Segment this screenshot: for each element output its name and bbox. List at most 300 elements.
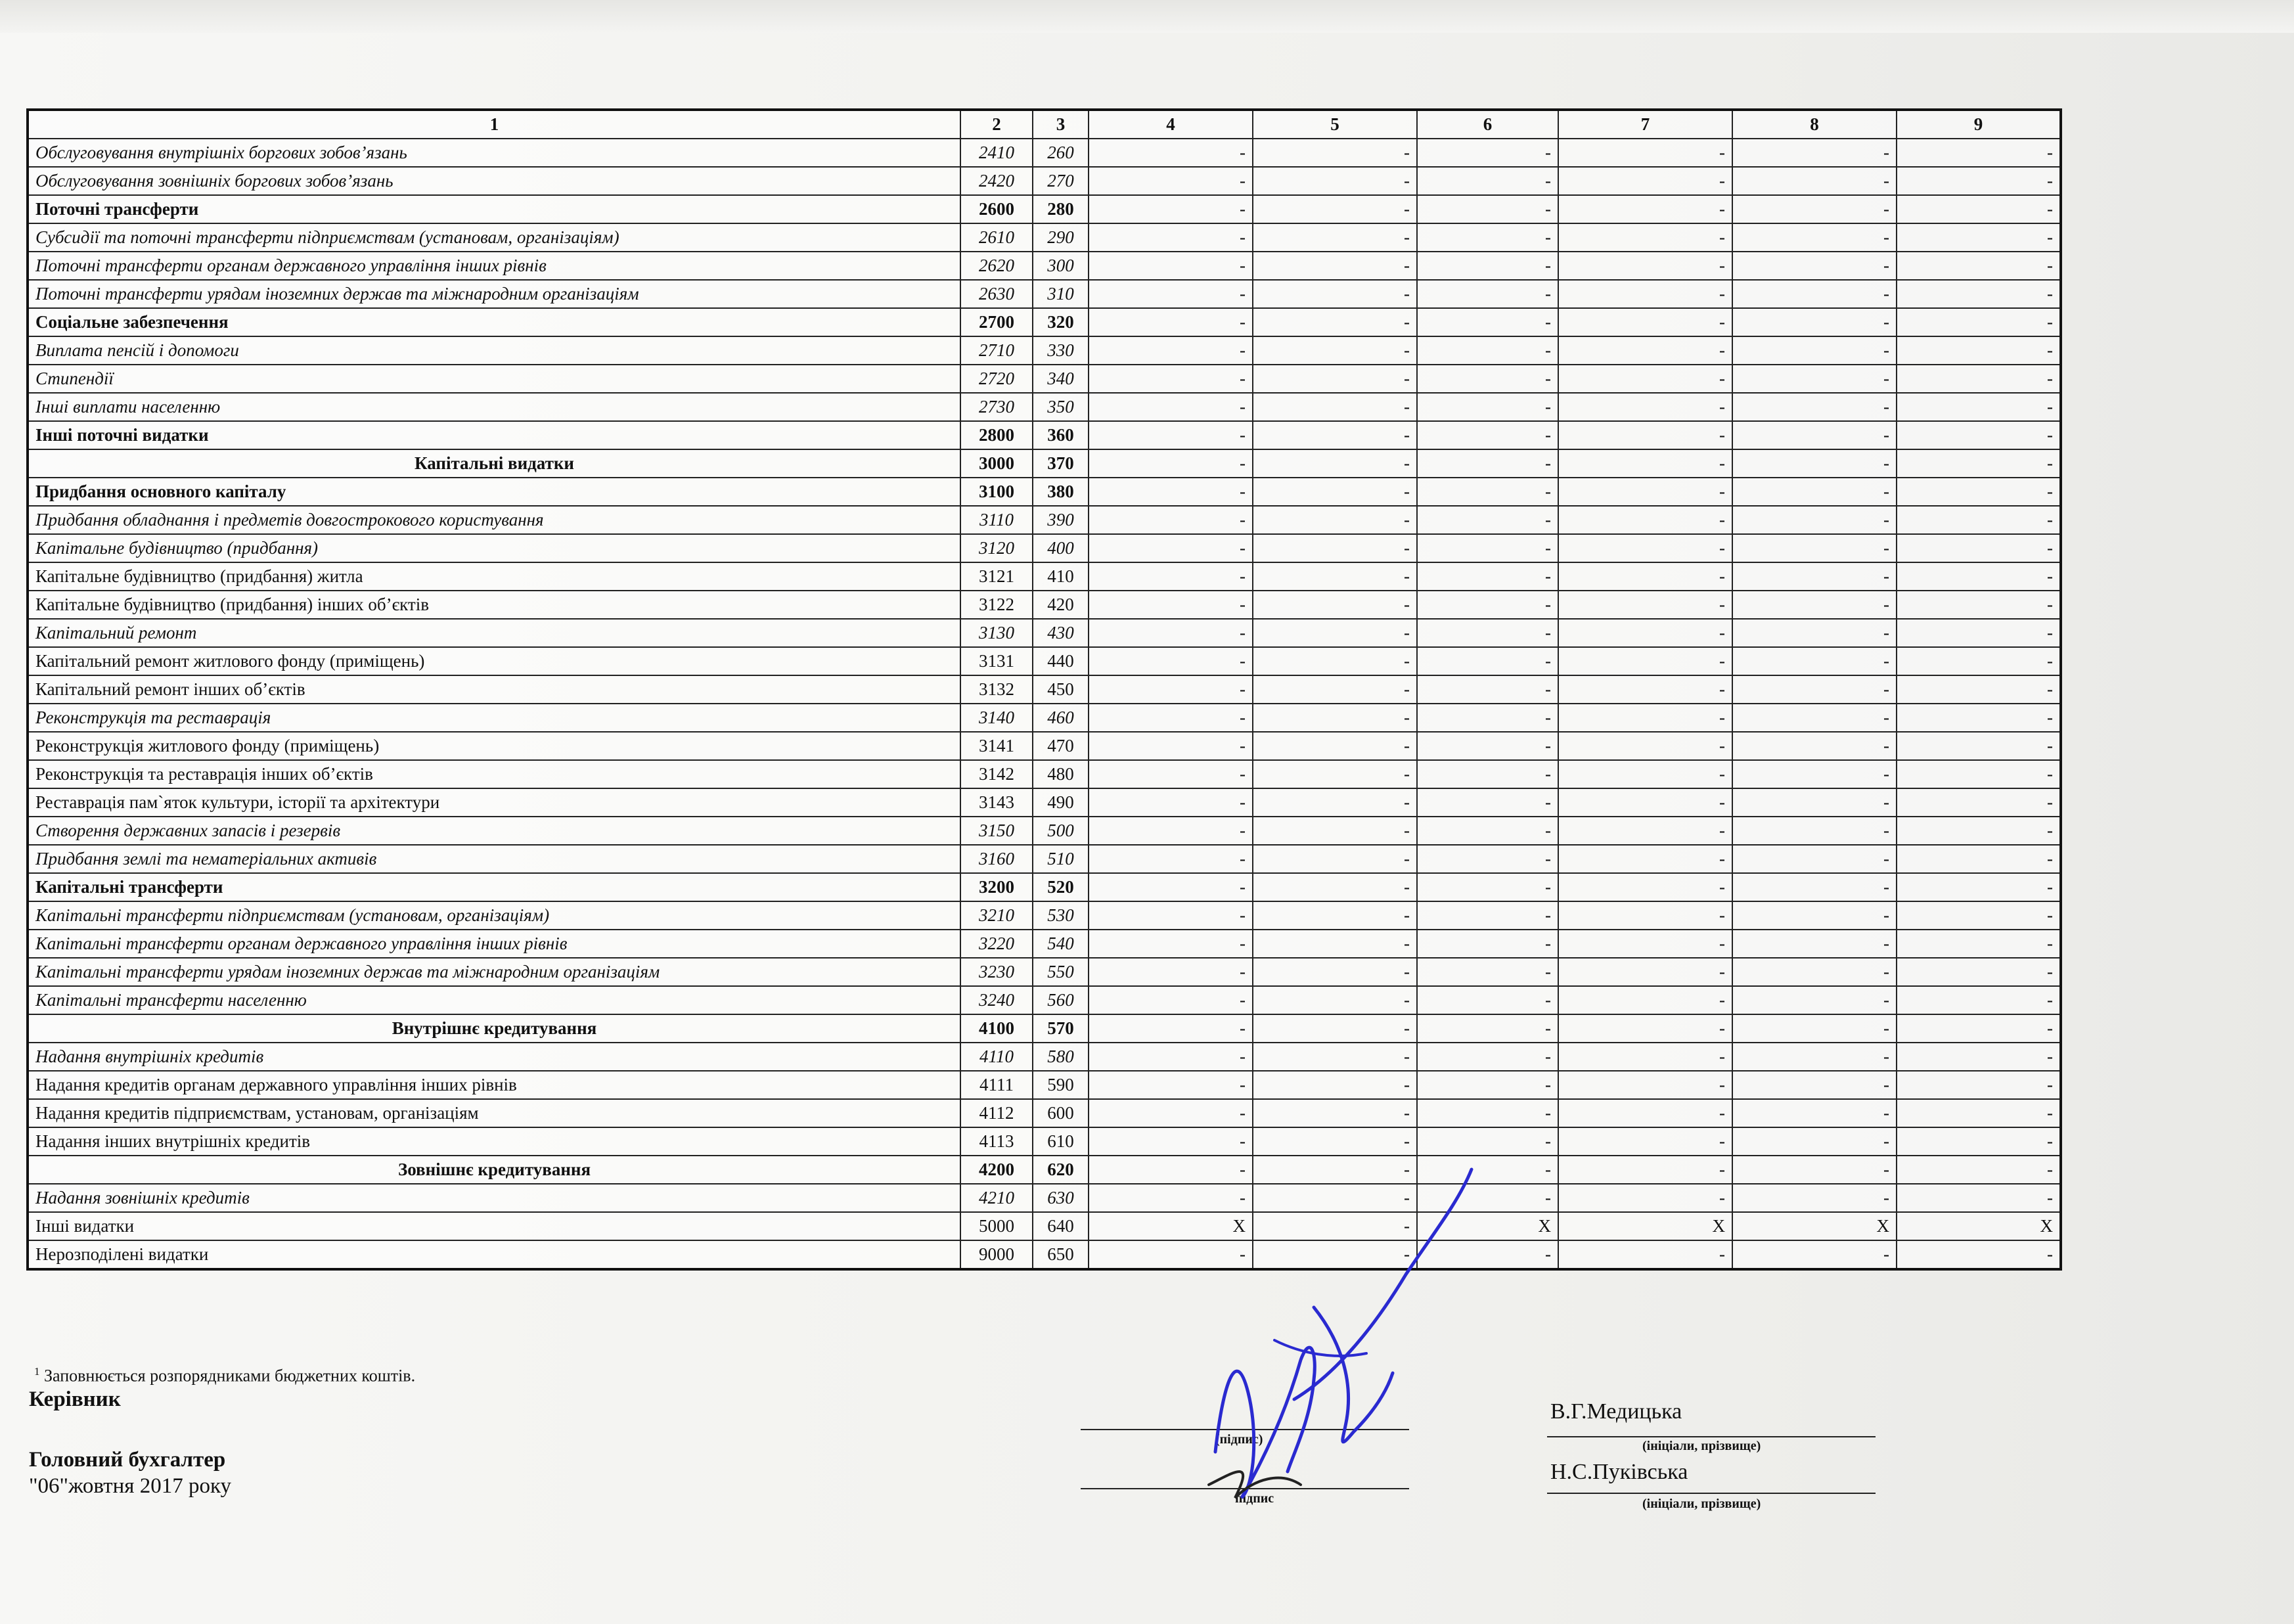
row-name: Надання кредитів органам державного управління інших рівнів: [28, 1071, 960, 1099]
value-cell: -: [1732, 421, 1897, 449]
value-cell: -: [1253, 223, 1417, 252]
value-cell: -: [1417, 675, 1558, 704]
accountant-name: Н.С.Пуківська: [1550, 1460, 1688, 1484]
head-label: Керівник: [29, 1387, 121, 1411]
table-row: [28, 1156, 2061, 1184]
table-row: [28, 1127, 2061, 1156]
value-cell: -: [1253, 732, 1417, 760]
value-cell: -: [1417, 591, 1558, 619]
value-cell: -: [1253, 1099, 1417, 1127]
value-cell: -: [1089, 704, 1253, 732]
value-cell: -: [1253, 1212, 1417, 1240]
value-cell: -: [1417, 195, 1558, 223]
value-cell: -: [1732, 1156, 1897, 1184]
value-cell: -: [1732, 704, 1897, 732]
value-cell: -: [1732, 478, 1897, 506]
row-number: 470: [1033, 732, 1089, 760]
row-name: Придбання обладнання і предметів довгострокового користування: [28, 506, 960, 534]
row-code: 4210: [960, 1184, 1033, 1212]
footnote: [34, 1365, 415, 1386]
row-number: 570: [1033, 1014, 1089, 1043]
value-cell: -: [1417, 336, 1558, 365]
row-code: 3240: [960, 986, 1033, 1014]
value-cell: -: [1558, 647, 1732, 675]
value-cell: -: [1897, 930, 2061, 958]
value-cell: -: [1417, 478, 1558, 506]
value-cell: -: [1253, 562, 1417, 591]
value-cell: -: [1732, 958, 1897, 986]
table-row: [28, 873, 2061, 901]
row-code: 3210: [960, 901, 1033, 930]
value-cell: -: [1089, 534, 1253, 562]
value-cell: -: [1732, 930, 1897, 958]
value-cell: -: [1897, 788, 2061, 817]
value-cell: -: [1732, 365, 1897, 393]
value-cell: -: [1558, 591, 1732, 619]
value-cell: -: [1089, 449, 1253, 478]
row-name: Капітальне будівництво (придбання): [28, 534, 960, 562]
row-name: Соціальне забезпечення: [28, 308, 960, 336]
accountant-label: Головний бухгалтер: [29, 1448, 226, 1472]
row-code: 4200: [960, 1156, 1033, 1184]
value-cell: -: [1089, 845, 1253, 873]
row-name: Капітальні трансферти населенню: [28, 986, 960, 1014]
value-cell: -: [1089, 393, 1253, 421]
value-cell: -: [1732, 845, 1897, 873]
row-number: 490: [1033, 788, 1089, 817]
value-cell: -: [1897, 732, 2061, 760]
value-cell: -: [1089, 647, 1253, 675]
accountant-signature-caption: підпис: [1235, 1491, 1274, 1506]
value-cell: -: [1253, 421, 1417, 449]
value-cell: -: [1253, 478, 1417, 506]
row-number: 550: [1033, 958, 1089, 986]
value-cell: -: [1558, 223, 1732, 252]
table-row: [28, 506, 2061, 534]
row-name: Реконструкція житлового фонду (приміщень): [28, 732, 960, 760]
head-signature-caption: (підпис): [1215, 1432, 1263, 1447]
table-row: [28, 901, 2061, 930]
value-cell: -: [1732, 760, 1897, 788]
value-cell: -: [1558, 675, 1732, 704]
value-cell: -: [1253, 760, 1417, 788]
value-cell: -: [1089, 562, 1253, 591]
row-number: 380: [1033, 478, 1089, 506]
row-name: Поточні трансферти органам державного управління інших рівнів: [28, 252, 960, 280]
row-name: Капітальний ремонт: [28, 619, 960, 647]
value-cell: -: [1253, 393, 1417, 421]
row-number: 450: [1033, 675, 1089, 704]
value-cell: -: [1732, 1043, 1897, 1071]
value-cell: -: [1732, 1099, 1897, 1127]
expenses-table: [26, 108, 2062, 1271]
value-cell: -: [1897, 845, 2061, 873]
table-row: [28, 675, 2061, 704]
value-cell: -: [1089, 788, 1253, 817]
value-cell: -: [1417, 421, 1558, 449]
value-cell: -: [1558, 1043, 1732, 1071]
value-cell: X: [1732, 1212, 1897, 1240]
row-code: 9000: [960, 1240, 1033, 1269]
value-cell: -: [1089, 421, 1253, 449]
row-name: Капітальний ремонт інших об’єктів: [28, 675, 960, 704]
expenses-table-container: [26, 108, 2059, 1271]
value-cell: -: [1558, 506, 1732, 534]
table-row: [28, 704, 2061, 732]
value-cell: -: [1897, 760, 2061, 788]
value-cell: -: [1558, 562, 1732, 591]
value-cell: -: [1089, 1071, 1253, 1099]
table-row: [28, 336, 2061, 365]
row-name: Надання зовнішніх кредитів: [28, 1184, 960, 1212]
value-cell: -: [1897, 393, 2061, 421]
value-cell: -: [1253, 308, 1417, 336]
value-cell: -: [1253, 930, 1417, 958]
table-row: [28, 1043, 2061, 1071]
value-cell: -: [1417, 930, 1558, 958]
row-code: 4111: [960, 1071, 1033, 1099]
value-cell: -: [1417, 449, 1558, 478]
value-cell: -: [1558, 873, 1732, 901]
value-cell: -: [1253, 336, 1417, 365]
value-cell: -: [1253, 986, 1417, 1014]
value-cell: -: [1732, 449, 1897, 478]
value-cell: -: [1732, 591, 1897, 619]
value-cell: -: [1253, 704, 1417, 732]
column-header: 2: [960, 110, 1033, 139]
value-cell: -: [1558, 704, 1732, 732]
row-code: 3131: [960, 647, 1033, 675]
row-code: 2720: [960, 365, 1033, 393]
value-cell: -: [1558, 817, 1732, 845]
value-cell: -: [1558, 1240, 1732, 1269]
value-cell: -: [1732, 562, 1897, 591]
table-row: [28, 1240, 2061, 1269]
value-cell: -: [1732, 1014, 1897, 1043]
table-row: [28, 845, 2061, 873]
row-name: Нерозподілені видатки: [28, 1240, 960, 1269]
row-name: Інші поточні видатки: [28, 421, 960, 449]
row-code: 2620: [960, 252, 1033, 280]
value-cell: -: [1417, 845, 1558, 873]
value-cell: -: [1253, 675, 1417, 704]
value-cell: -: [1732, 675, 1897, 704]
value-cell: -: [1417, 562, 1558, 591]
row-number: 510: [1033, 845, 1089, 873]
value-cell: -: [1732, 139, 1897, 167]
value-cell: -: [1417, 308, 1558, 336]
value-cell: -: [1089, 760, 1253, 788]
value-cell: -: [1417, 788, 1558, 817]
value-cell: -: [1558, 252, 1732, 280]
row-code: 2730: [960, 393, 1033, 421]
column-header: 7: [1558, 110, 1732, 139]
value-cell: -: [1253, 817, 1417, 845]
value-cell: -: [1897, 901, 2061, 930]
row-number: 540: [1033, 930, 1089, 958]
table-row: [28, 223, 2061, 252]
value-cell: -: [1089, 139, 1253, 167]
row-name: Придбання основного капіталу: [28, 478, 960, 506]
value-cell: -: [1732, 336, 1897, 365]
value-cell: -: [1558, 167, 1732, 195]
value-cell: -: [1558, 1071, 1732, 1099]
value-cell: -: [1417, 817, 1558, 845]
head-initials-caption: (ініціали, прізвище): [1642, 1439, 1761, 1453]
value-cell: -: [1253, 1014, 1417, 1043]
footnote-mark: 1: [34, 1365, 40, 1378]
value-cell: -: [1417, 704, 1558, 732]
value-cell: -: [1897, 647, 2061, 675]
value-cell: -: [1897, 506, 2061, 534]
value-cell: -: [1253, 506, 1417, 534]
value-cell: X: [1089, 1212, 1253, 1240]
value-cell: -: [1897, 1071, 2061, 1099]
table-row: [28, 534, 2061, 562]
value-cell: -: [1089, 873, 1253, 901]
value-cell: -: [1897, 1099, 2061, 1127]
value-cell: -: [1558, 478, 1732, 506]
value-cell: -: [1417, 1043, 1558, 1071]
column-header: 1: [28, 110, 960, 139]
table-row: [28, 421, 2061, 449]
row-number: 560: [1033, 986, 1089, 1014]
table-row: [28, 449, 2061, 478]
value-cell: -: [1732, 732, 1897, 760]
table-row: [28, 1099, 2061, 1127]
row-code: 2420: [960, 167, 1033, 195]
row-code: 4100: [960, 1014, 1033, 1043]
value-cell: -: [1732, 1184, 1897, 1212]
value-cell: -: [1558, 930, 1732, 958]
value-cell: -: [1897, 449, 2061, 478]
value-cell: -: [1732, 393, 1897, 421]
value-cell: -: [1897, 562, 2061, 591]
column-header: 4: [1089, 110, 1253, 139]
row-number: 520: [1033, 873, 1089, 901]
row-number: 590: [1033, 1071, 1089, 1099]
value-cell: -: [1089, 280, 1253, 308]
value-cell: -: [1089, 1240, 1253, 1269]
value-cell: -: [1253, 873, 1417, 901]
value-cell: -: [1732, 817, 1897, 845]
row-number: 530: [1033, 901, 1089, 930]
table-row: [28, 393, 2061, 421]
value-cell: -: [1897, 534, 2061, 562]
table-row: [28, 1184, 2061, 1212]
value-cell: -: [1558, 732, 1732, 760]
value-cell: -: [1253, 901, 1417, 930]
row-code: 4112: [960, 1099, 1033, 1127]
value-cell: -: [1089, 478, 1253, 506]
row-code: 3122: [960, 591, 1033, 619]
table-row: [28, 788, 2061, 817]
value-cell: -: [1089, 1014, 1253, 1043]
row-name: Обслуговування зовнішніх боргових зобов’язань: [28, 167, 960, 195]
row-name: Капітальні трансферти органам державного управління інших рівнів: [28, 930, 960, 958]
value-cell: -: [1558, 1184, 1732, 1212]
footnote-text: Заповнюється розпорядниками бюджетних коштів.: [39, 1366, 416, 1386]
row-number: 440: [1033, 647, 1089, 675]
row-code: 3150: [960, 817, 1033, 845]
value-cell: -: [1089, 1099, 1253, 1127]
row-name: Капітальні трансферти урядам іноземних держав та міжнародним організаціям: [28, 958, 960, 986]
value-cell: -: [1417, 534, 1558, 562]
row-code: 3160: [960, 845, 1033, 873]
value-cell: -: [1897, 986, 2061, 1014]
row-name: Капітальне будівництво (придбання) інших об’єктів: [28, 591, 960, 619]
value-cell: -: [1558, 1156, 1732, 1184]
row-name: Стипендії: [28, 365, 960, 393]
value-cell: -: [1089, 958, 1253, 986]
value-cell: -: [1253, 1184, 1417, 1212]
row-code: 3120: [960, 534, 1033, 562]
value-cell: -: [1417, 958, 1558, 986]
value-cell: -: [1732, 534, 1897, 562]
row-name: Зовнішнє кредитування: [28, 1156, 960, 1184]
value-cell: -: [1253, 1127, 1417, 1156]
value-cell: -: [1732, 506, 1897, 534]
value-cell: -: [1417, 506, 1558, 534]
value-cell: -: [1089, 930, 1253, 958]
value-cell: -: [1558, 986, 1732, 1014]
value-cell: -: [1253, 1156, 1417, 1184]
value-cell: -: [1897, 1240, 2061, 1269]
row-number: 320: [1033, 308, 1089, 336]
value-cell: -: [1558, 139, 1732, 167]
row-number: 420: [1033, 591, 1089, 619]
value-cell: -: [1558, 280, 1732, 308]
value-cell: -: [1089, 732, 1253, 760]
row-number: 600: [1033, 1099, 1089, 1127]
value-cell: -: [1089, 817, 1253, 845]
row-code: 3200: [960, 873, 1033, 901]
row-number: 300: [1033, 252, 1089, 280]
row-number: 310: [1033, 280, 1089, 308]
value-cell: -: [1897, 1014, 2061, 1043]
row-number: 460: [1033, 704, 1089, 732]
value-cell: -: [1417, 1127, 1558, 1156]
value-cell: -: [1417, 1071, 1558, 1099]
value-cell: -: [1897, 365, 2061, 393]
row-name: Надання внутрішніх кредитів: [28, 1043, 960, 1071]
row-number: 630: [1033, 1184, 1089, 1212]
row-name: Виплата пенсій і допомоги: [28, 336, 960, 365]
value-cell: -: [1417, 732, 1558, 760]
table-row: [28, 986, 2061, 1014]
value-cell: -: [1089, 336, 1253, 365]
table-row: [28, 760, 2061, 788]
value-cell: -: [1897, 252, 2061, 280]
row-number: 410: [1033, 562, 1089, 591]
row-code: 2710: [960, 336, 1033, 365]
table-row: [28, 732, 2061, 760]
row-name: Капітальні трансферти: [28, 873, 960, 901]
value-cell: X: [1558, 1212, 1732, 1240]
row-number: 580: [1033, 1043, 1089, 1071]
row-name: Створення державних запасів і резервів: [28, 817, 960, 845]
row-number: 610: [1033, 1127, 1089, 1156]
row-code: 3100: [960, 478, 1033, 506]
value-cell: -: [1417, 1184, 1558, 1212]
row-code: 3121: [960, 562, 1033, 591]
value-cell: -: [1897, 817, 2061, 845]
row-number: 430: [1033, 619, 1089, 647]
value-cell: -: [1089, 1184, 1253, 1212]
value-cell: -: [1253, 280, 1417, 308]
row-number: 340: [1033, 365, 1089, 393]
value-cell: -: [1089, 675, 1253, 704]
row-code: 2800: [960, 421, 1033, 449]
table-row: [28, 1014, 2061, 1043]
value-cell: -: [1417, 252, 1558, 280]
value-cell: -: [1558, 788, 1732, 817]
value-cell: -: [1089, 619, 1253, 647]
value-cell: -: [1558, 901, 1732, 930]
row-code: 3132: [960, 675, 1033, 704]
value-cell: -: [1417, 139, 1558, 167]
value-cell: -: [1732, 901, 1897, 930]
row-name: Інші виплати населенню: [28, 393, 960, 421]
column-header: 8: [1732, 110, 1897, 139]
row-number: 620: [1033, 1156, 1089, 1184]
value-cell: X: [1897, 1212, 2061, 1240]
row-name: Надання кредитів підприємствам, установам, організаціям: [28, 1099, 960, 1127]
row-number: 270: [1033, 167, 1089, 195]
value-cell: -: [1897, 958, 2061, 986]
value-cell: -: [1897, 873, 2061, 901]
value-cell: -: [1732, 986, 1897, 1014]
value-cell: -: [1897, 195, 2061, 223]
row-code: 3000: [960, 449, 1033, 478]
head-name: В.Г.Медицька: [1550, 1399, 1682, 1424]
row-name: Поточні трансферти: [28, 195, 960, 223]
row-number: 280: [1033, 195, 1089, 223]
row-number: 360: [1033, 421, 1089, 449]
value-cell: -: [1417, 986, 1558, 1014]
value-cell: -: [1558, 845, 1732, 873]
accountant-initials-caption: (ініціали, прізвище): [1642, 1497, 1761, 1511]
value-cell: -: [1558, 393, 1732, 421]
value-cell: -: [1558, 449, 1732, 478]
table-row: [28, 591, 2061, 619]
table-row: [28, 308, 2061, 336]
table-row: [28, 139, 2061, 167]
value-cell: -: [1897, 1156, 2061, 1184]
table-row: [28, 1071, 2061, 1099]
value-cell: -: [1253, 958, 1417, 986]
row-code: 2610: [960, 223, 1033, 252]
row-code: 4110: [960, 1043, 1033, 1071]
value-cell: -: [1417, 647, 1558, 675]
value-cell: -: [1417, 619, 1558, 647]
handwritten-signature: [1196, 1143, 1498, 1511]
value-cell: -: [1897, 421, 2061, 449]
table-row: [28, 1212, 2061, 1240]
value-cell: -: [1897, 139, 2061, 167]
value-cell: -: [1417, 365, 1558, 393]
value-cell: -: [1417, 223, 1558, 252]
row-number: 370: [1033, 449, 1089, 478]
row-number: 290: [1033, 223, 1089, 252]
value-cell: -: [1558, 619, 1732, 647]
value-cell: -: [1253, 534, 1417, 562]
value-cell: -: [1897, 619, 2061, 647]
row-name: Капітальне будівництво (придбання) житла: [28, 562, 960, 591]
row-number: 260: [1033, 139, 1089, 167]
value-cell: -: [1253, 788, 1417, 817]
row-code: 3141: [960, 732, 1033, 760]
